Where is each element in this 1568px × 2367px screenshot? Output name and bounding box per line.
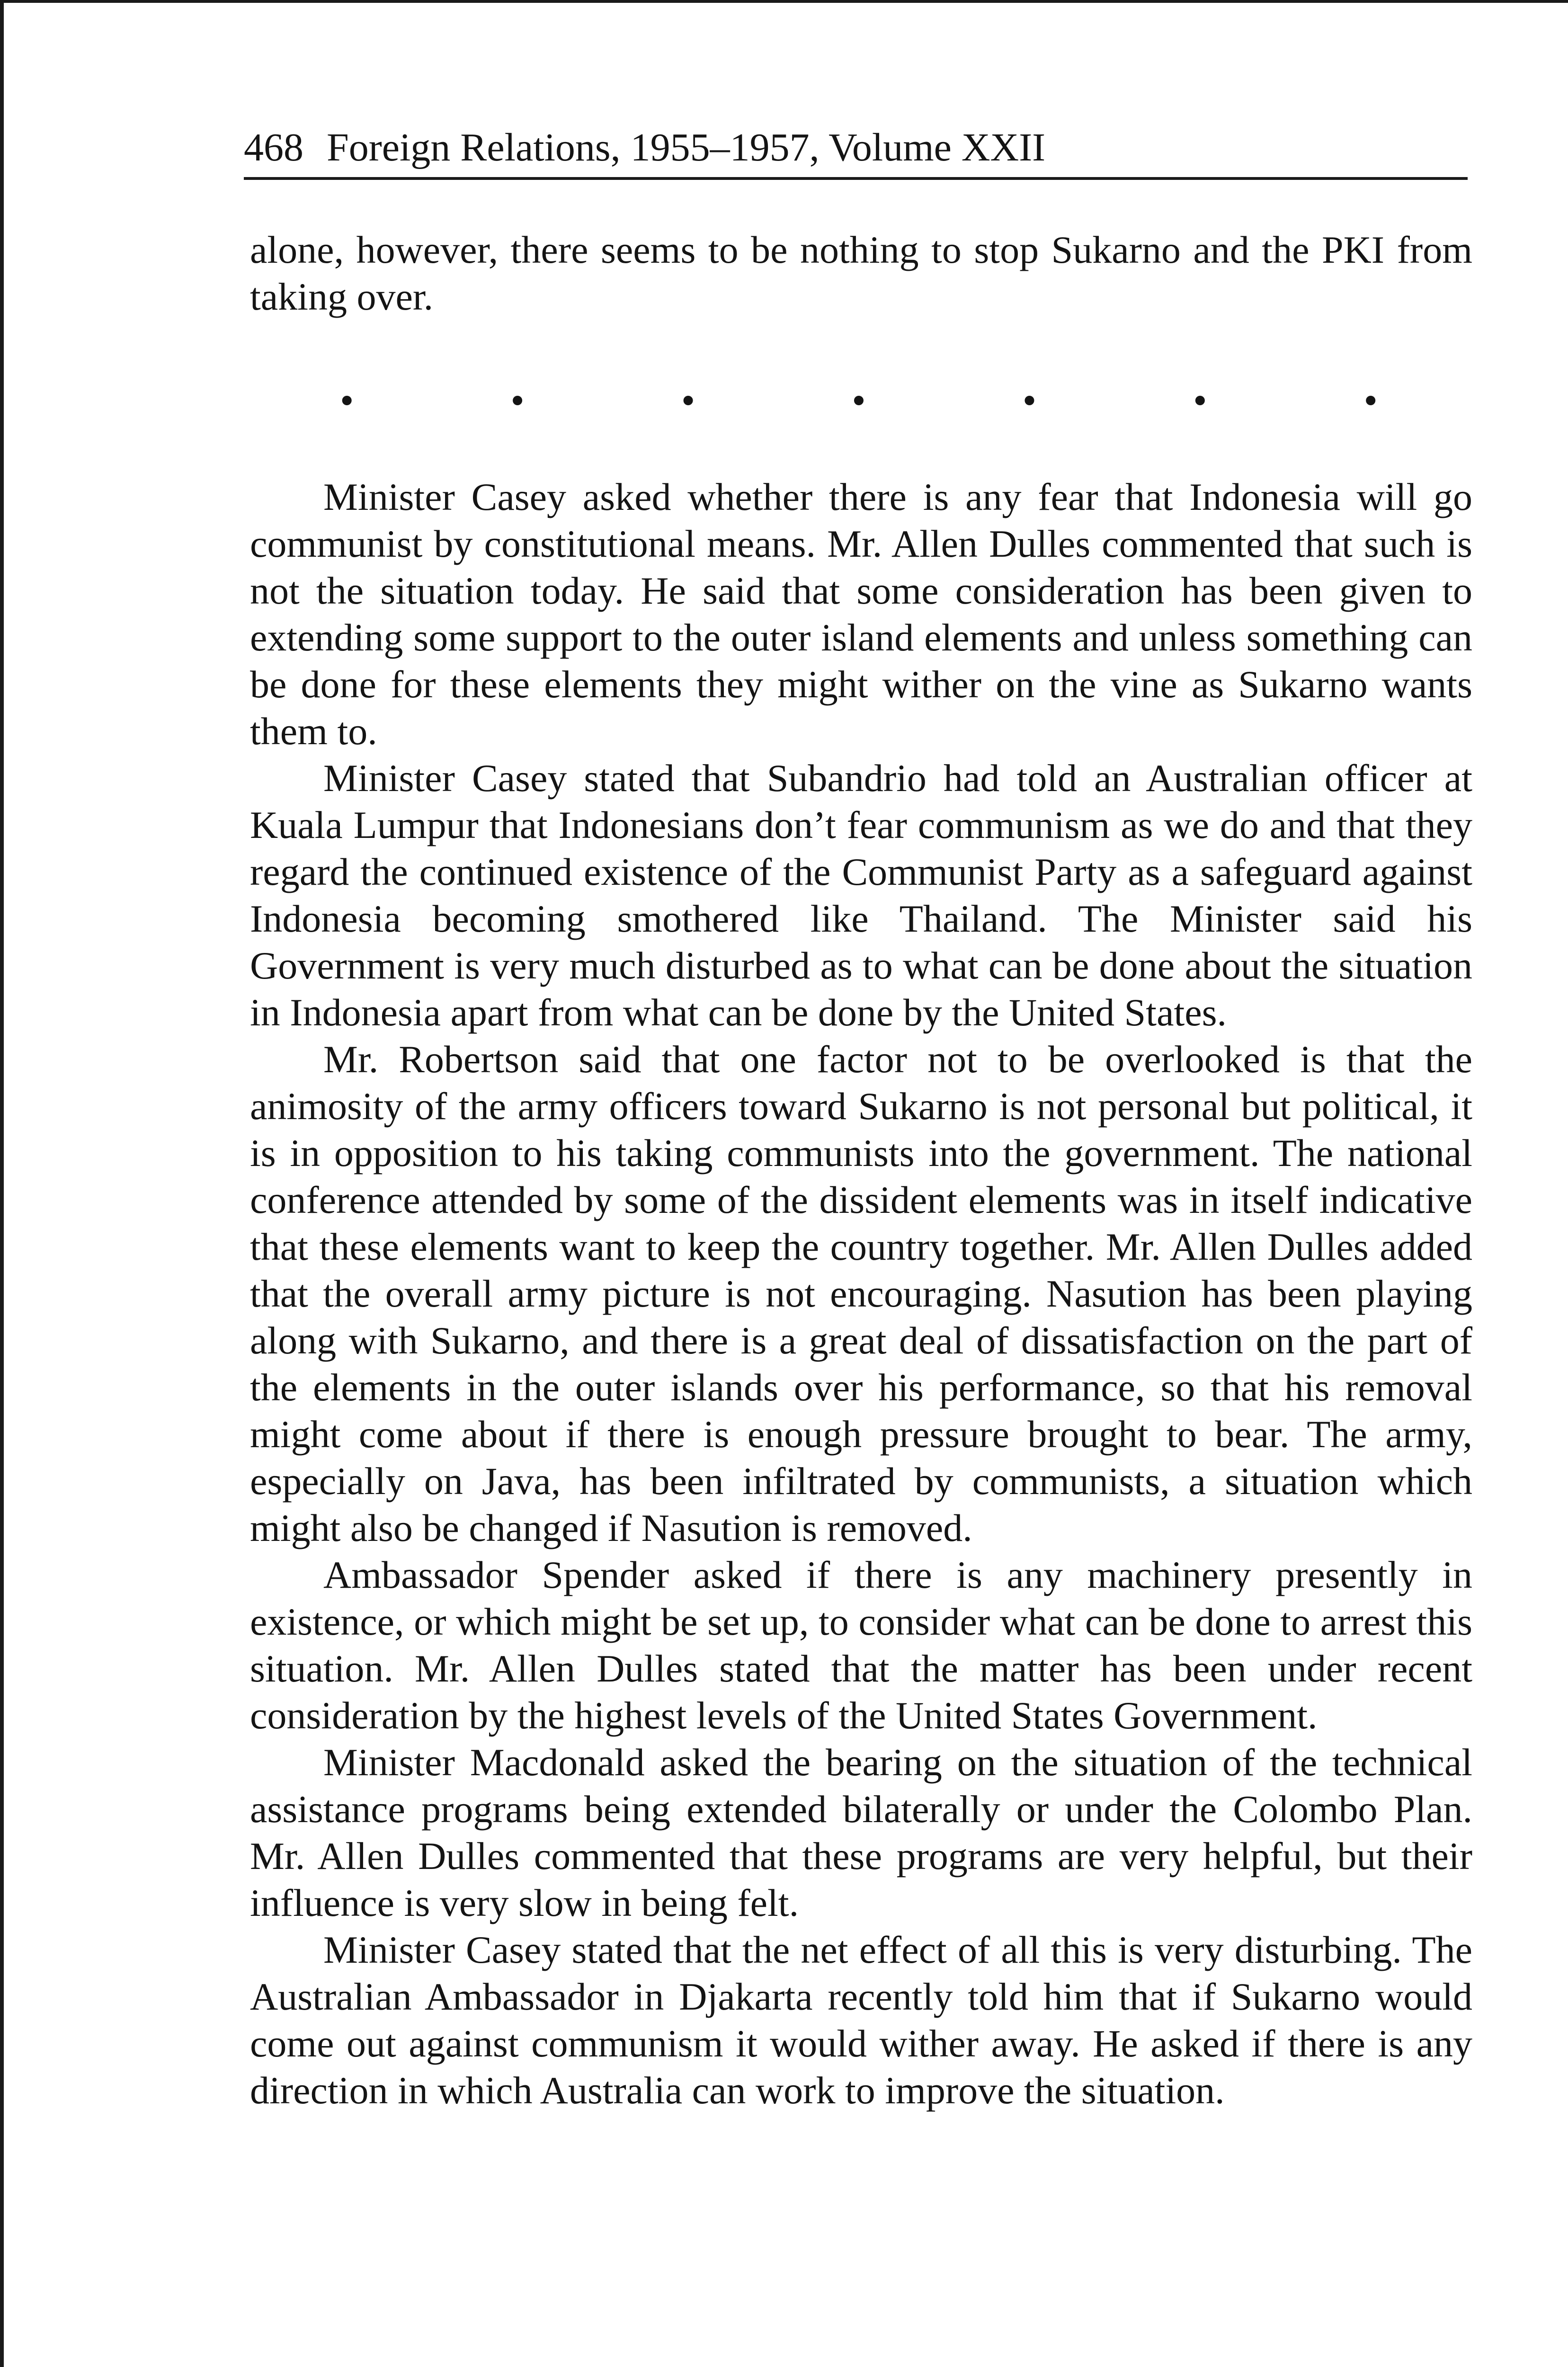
ellipsis-dot: •: [1363, 379, 1378, 423]
omission-ellipsis: [250, 375, 1472, 427]
ellipsis-dot: •: [510, 379, 525, 423]
paragraph-spender: Ambassador Spender asked if there is any machinery presently in existence, or which might be set up, to consider what can be done to arrest this situation. Mr. Allen Dulles stated that the matter has been under recent consideration by the highest levels of the United States Government.: [250, 1553, 1472, 1737]
body-text: [250, 226, 1472, 2114]
ellipsis-dot: •: [1022, 379, 1037, 423]
scan-border-left: [0, 0, 4, 2367]
scan-border-top: [0, 0, 1568, 3]
paragraph-casey-subandrio: Minister Casey stated that Subandrio had told an Australian officer at Kuala Lumpur that Indonesians don’t fear communism as we do and that they regard the continued existence of the Communist Party as a safeguard against Indonesia becoming smothered like Thailand. The Minister said his Government is very much disturbed as to what can be done about the situation in Indonesia apart from what can be done by the United States.: [250, 756, 1472, 1034]
paragraph-robertson: Mr. Robertson said that one factor not to be overlooked is that the animosity of the army officers toward Sukarno is not personal but political, it is in opposition to his taking communists into the government. The national conference attended by some of the dissident elements was in itself indicative that these elements want to keep the country together. Mr. Allen Dulles added that the overall army picture is not encouraging. Nasution has been playing along with Sukarno, and there is a great deal of dissatisfaction on the part of the elements in the outer islands over his performance, so that his removal might come about if there is enough pressure brought to bear. The army, especially on Java, has been infiltrated by communists, a situation which might also be changed if Nasution is removed.: [250, 1038, 1472, 1549]
page-number: 468: [244, 125, 303, 169]
ellipsis-dot: •: [340, 379, 354, 423]
ellipsis-dot: •: [852, 379, 866, 423]
opening-fragment: alone, however, there seems to be nothing to stop Sukarno and the PKI from taking over.: [250, 228, 1472, 318]
publication-title: Foreign Relations, 1955–1957, Volume XXII: [327, 125, 1046, 169]
paragraph-macdonald: Minister Macdonald asked the bearing on the situation of the technical assistance programs being extended bilaterally or under the Colombo Plan. Mr. Allen Dulles commented that these programs are very helpful, but their influence is very slow in being felt.: [250, 1741, 1472, 1924]
paragraph-casey-constitutional: Minister Casey asked whether there is any fear that Indonesia will go communist by constitutional means. Mr. Allen Dulles commented that such is not the situation today. He said that some consideration has been given to extending some support to the outer island elements and unless something can be done for these elements they might wither on the vine as Sukarno wants them to.: [250, 475, 1472, 753]
ellipsis-dot: •: [1193, 379, 1207, 423]
running-head: [244, 124, 1468, 180]
ellipsis-dot: •: [681, 379, 695, 423]
paragraph-casey-net-effect: Minister Casey stated that the net effect of all this is very disturbing. The Australian Ambassador in Djakarta recently told him that if Sukarno would come out against communism it would wither away. He asked if there is any direction in which Australia can work to improve the situation.: [250, 1928, 1472, 2112]
